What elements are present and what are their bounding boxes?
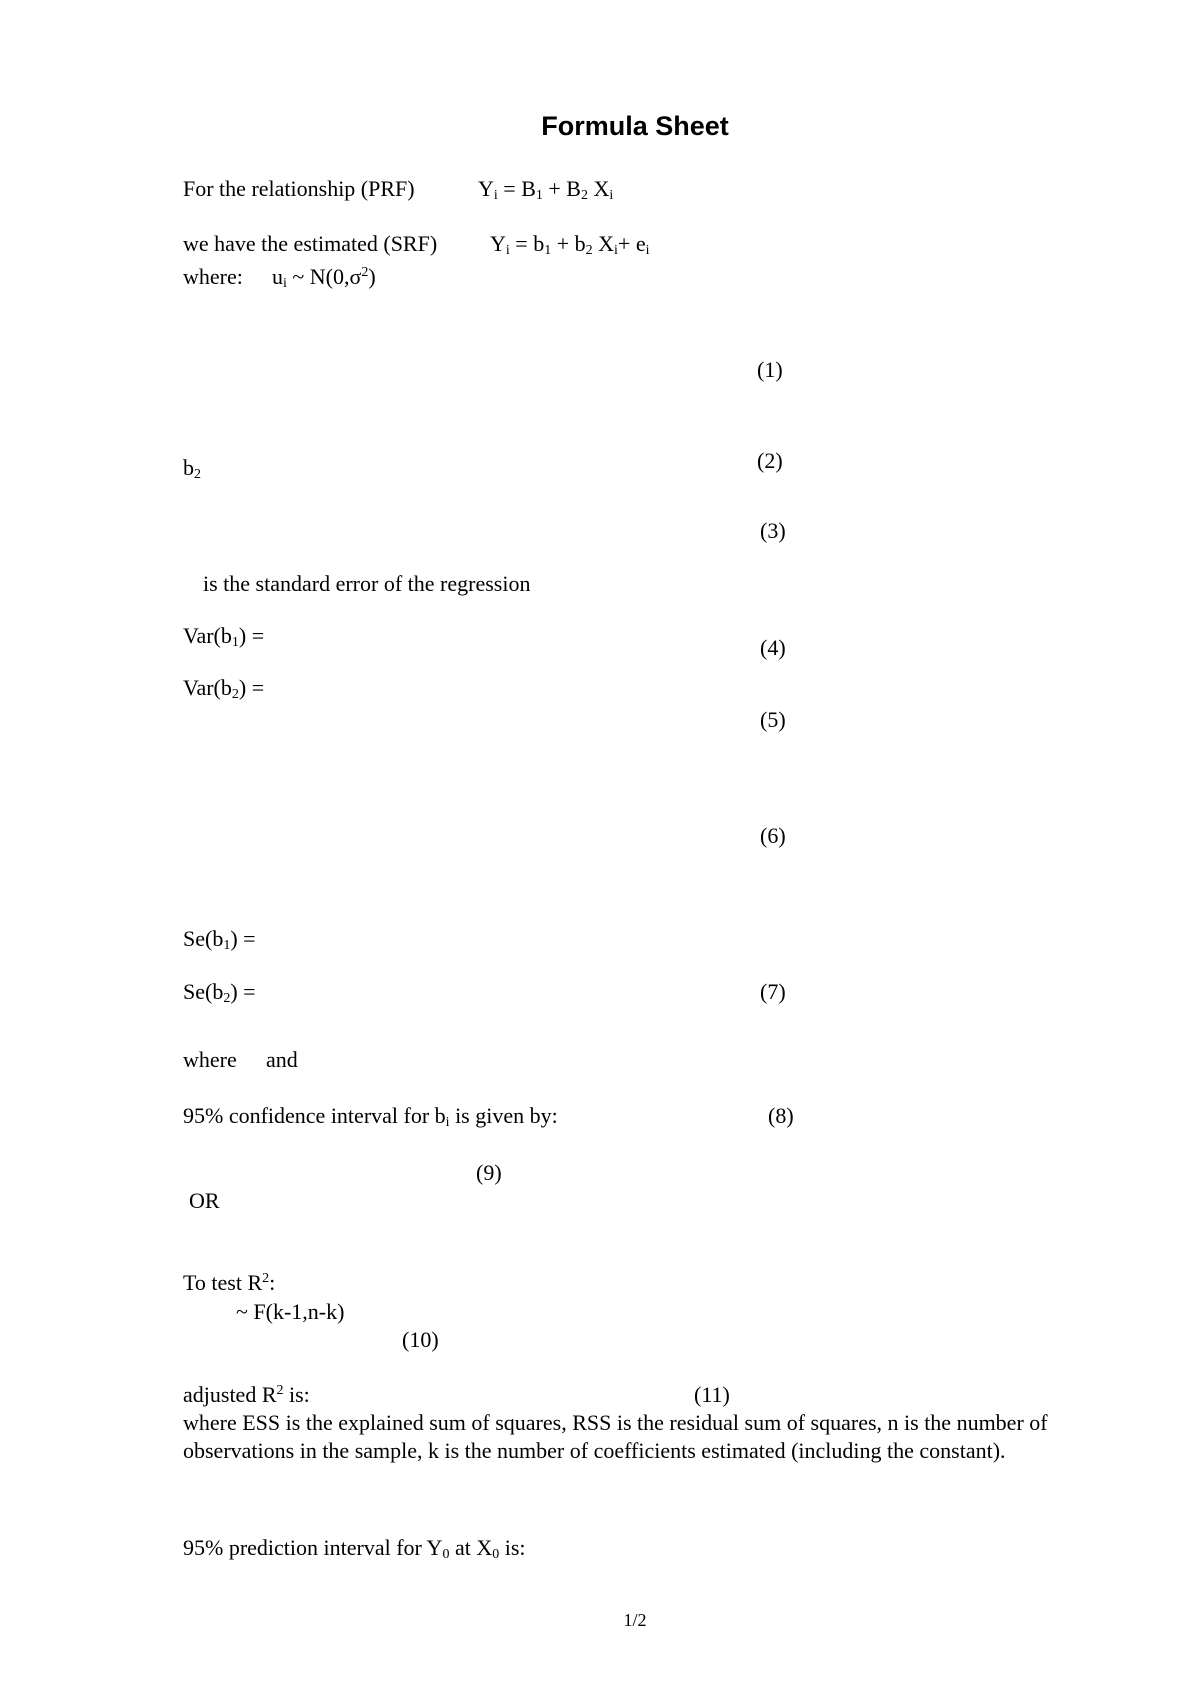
test-r2-label: To test $R^2$: [183,1270,276,1295]
equation-number-3: (3) [760,518,786,543]
equation-number-1: (1) [757,357,783,382]
equation-number-2: (2) [757,448,783,473]
page-title: Formula Sheet [541,111,729,141]
confidence-interval-label: 95% confidence interval for $b_i$ is given by: [183,1103,558,1130]
b2-label: $b_2$ [183,455,201,482]
prf-label: For the relationship (PRF) [183,176,415,201]
equation-number-4: (4) [760,635,786,660]
definitions-paragraph: where ESS is the explained sum of squares, RSS is the residual sum of squares, n is the number of observations in the sample, k is the number of coefficients estimated (including the constant). [183,1410,1048,1463]
prediction-interval-label: 95% prediction interval for $Y_0$ at $X_0$ is: [183,1535,526,1562]
adjusted-r2-label: adjusted $R^2$ is: [183,1382,310,1407]
where-word: where [183,1047,237,1072]
f-distribution: ~ F(k-1,n-k) [236,1299,345,1324]
equation-number-6: (6) [760,823,786,848]
equation-number-7: (7) [760,979,786,1004]
srf-equation: $Y_i = b_1 + b_2$ $X_i+ e_i$ [490,231,650,258]
var-b2-label: $Var(b_2)$ = [183,675,265,702]
se-b2-label: $Se(b_2)$ = [183,979,256,1006]
equation-number-10: (10) [402,1327,439,1352]
se-regression-text: is the standard error of the regression [203,571,531,596]
where-label: where: [183,264,243,289]
srf-label: we have the estimated (SRF) [183,231,438,256]
error-distribution: $u_i$ ~ $N(0,\sigma^2)$ [272,264,376,291]
or-text: OR [189,1188,220,1213]
var-b1-label: $Var(b_1)$ = [183,623,265,650]
page-number: 1/2 [623,1610,647,1630]
equation-number-9: (9) [476,1160,502,1185]
se-b1-label: $Se(b_1)$ = [183,926,256,953]
and-word: and [266,1047,298,1072]
equation-number-11: (11) [694,1382,730,1407]
prf-equation: $Y_i = B_1 + B_2$ $X_i$ [478,176,614,203]
equation-number-5: (5) [760,707,786,732]
equation-number-8: (8) [768,1103,794,1128]
